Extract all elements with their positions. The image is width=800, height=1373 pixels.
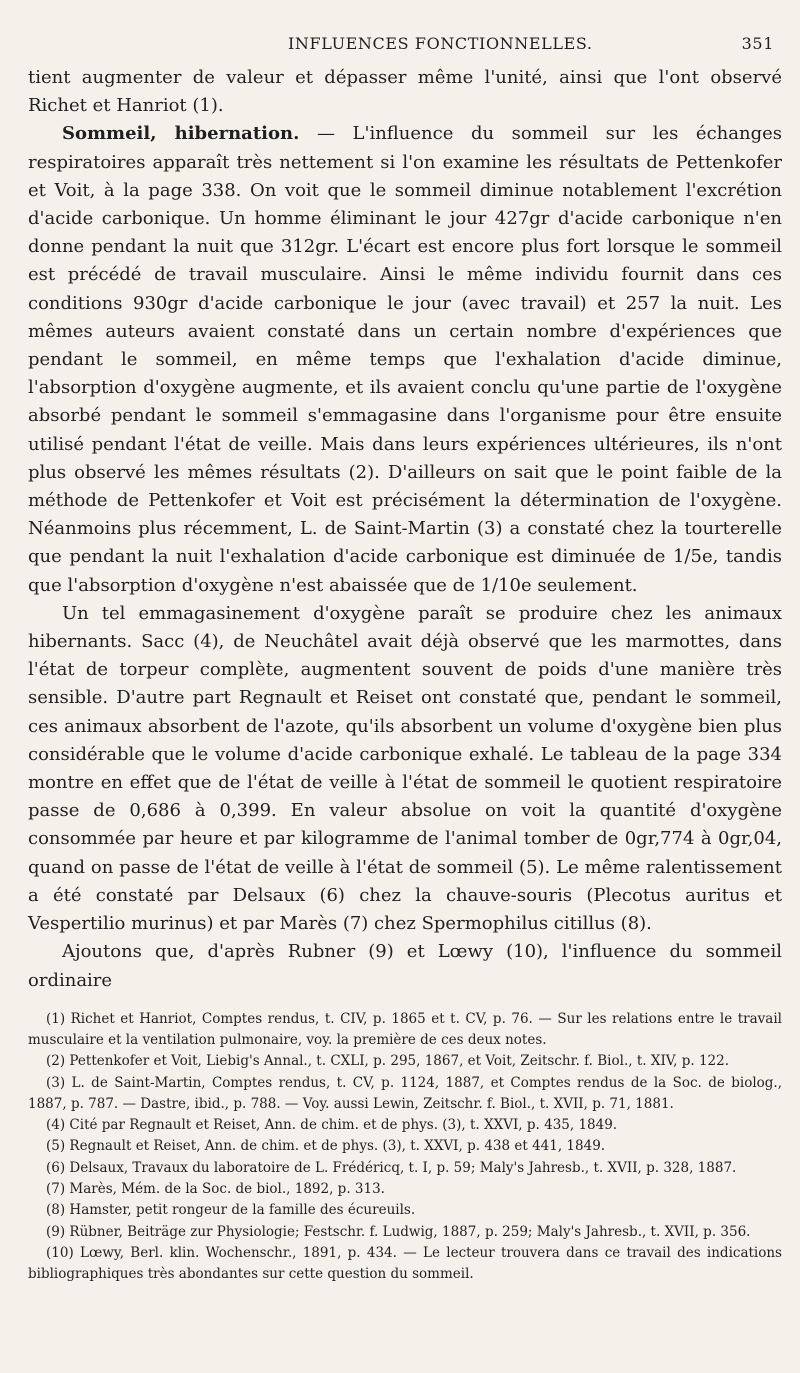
footnote-7: (7) Marès, Mém. de la Soc. de biol., 1892, p. 313. bbox=[46, 1181, 385, 1198]
main-text bbox=[28, 64, 782, 995]
paragraph-sommeil bbox=[28, 120, 782, 599]
footnote-8: (8) Hamster, petit rongeur de la famille des écureuils. bbox=[46, 1202, 416, 1219]
footnote-10: (10) Lœwy, Berl. klin. Wochenschr., 1891, p. 434. — Le lecteur trouvera dans ce travail des indications bibliographiques très abondantes sur cette question du sommeil. bbox=[28, 1244, 782, 1283]
footnote-4: (4) Cité par Regnault et Reiset, Ann. de chim. et de phys. (3), t. XXVI, p. 435, 1849. bbox=[46, 1117, 618, 1134]
paragraph-hibernants: Un tel emmagasinement d'oxygène paraît se produire chez les animaux hibernants. Sacc (4), de Neuchâtel avait déjà observé que les marmottes, dans l'état de torpeur complète, augmentent souvent de poids d'une manière très sensible. D'autre part Regnault et Reiset ont constaté que, pendant le sommeil, ces animaux absorbent de l'azote, qu'ils absorbent un volume d'oxygène bien plus considérable que le volume d'acide carbonique exhalé. Le tableau de la page 334 montre en effet que de l'état de veille à l'état de sommeil le quotient respiratoire passe de 0,686 à 0,399. En valeur absolue on voit la quantité d'oxygène consommée par heure et par kilogramme de l'animal tomber de 0gr,774 à 0gr,04, quand on passe de l'état de veille à l'état de sommeil (5). Le même ralentissement a été constaté par Delsaux (6) chez la chauve-souris (Plecotus auritus et Vespertilio murinus) et par Marès (7) chez Spermophilus citillus (8). bbox=[28, 602, 782, 935]
footnote-9: (9) Rübner, Beiträge zur Physiologie; Festschr. f. Ludwig, 1887, p. 259; Maly's Jahresb., t. XVII, p. 356. bbox=[46, 1223, 751, 1240]
footnote-5: (5) Regnault et Reiset, Ann. de chim. et de phys. (3), t. XXVI, p. 438 et 441, 1849. bbox=[46, 1138, 606, 1155]
footnote-1: (1) Richet et Hanriot, Comptes rendus, t. CIV, p. 1865 et t. CV, p. 76. — Sur les relations entre le travail musculaire et la ventilation pulmonaire, voy. la première de ces deux notes. bbox=[28, 1010, 782, 1048]
section-heading: Sommeil, hibernation. bbox=[62, 123, 300, 145]
footnote-6: (6) Delsaux, Travaux du laboratoire de L. Frédéricq, t. I, p. 59; Maly's Jahresb., t. XVII, p. 328, 1887. bbox=[46, 1159, 737, 1176]
page-number: 351 bbox=[741, 34, 774, 53]
running-head bbox=[28, 28, 782, 56]
footnote-3: (3) L. de Saint-Martin, Comptes rendus, t. CV, p. 1124, 1887, et Comptes rendus de la Soc. de biolog., 1887, p. 787. — Dastre, ibid., p. 788. — Voy. aussi Lewin, Zeitschr. f. Biol., t. XVII, p. 71, 1881. bbox=[28, 1074, 783, 1112]
paragraph-continuation: tient augmenter de valeur et dépasser même l'unité, ainsi que l'ont observé Richet et Hanriot (1). bbox=[28, 67, 782, 117]
running-title: INFLUENCES FONCTIONNELLES. bbox=[288, 34, 593, 53]
paragraph-rubner: Ajoutons que, d'après Rubner (9) et Lœwy (10), l'influence du sommeil ordinaire bbox=[28, 941, 782, 991]
footnote-2: (2) Pettenkofer et Voit, Liebig's Annal., t. CXLI, p. 295, 1867, et Voit, Zeitschr. f. Biol., t. XIV, p. 122. bbox=[46, 1053, 730, 1070]
footnotes bbox=[28, 1009, 782, 1286]
paragraph-sommeil-text: — L'influence du sommeil sur les échanges respiratoires apparaît très nettement si l'on examine les résultats de Pettenkofer et Voit, à la page 338. On voit que le sommeil diminue notablement l'excrétion d'acide carbonique. Un homme éliminant le jour 427gr d'acide carbonique n'en donne pendant la nuit que 312gr. L'écart est encore plus fort lorsque le sommeil est précédé de travail musculaire. Ainsi le même individu fournit dans ces conditions 930gr d'acide carbonique le jour (avec travail) et 257 la nuit. Les mêmes auteurs avaient constaté dans un certain nombre d'expériences que pendant le sommeil, en même temps que l'exhalation d'acide diminue, l'absorption d'oxygène augmente, et ils avaient conclu qu'une partie de l'oxygène absorbé pendant le sommeil s'emmagasine dans l'organisme pour être ensuite utilisé pendant l'état de veille. Mais dans leurs expériences ultérieures, ils n'ont plus observé les mêmes résultats (2). D'ailleurs on sait que le point faible de la méthode de Pettenkofer et Voit est précisément la détermination de l'oxygène. Néanmoins plus récemment, L. de Saint-Martin (3) a constaté chez la tourterelle que pendant la nuit l'exhalation d'acide carbonique est diminuée de 1/5e, tandis que l'absorption d'oxygène n'est abaissée que de 1/10e seulement. bbox=[28, 123, 782, 596]
